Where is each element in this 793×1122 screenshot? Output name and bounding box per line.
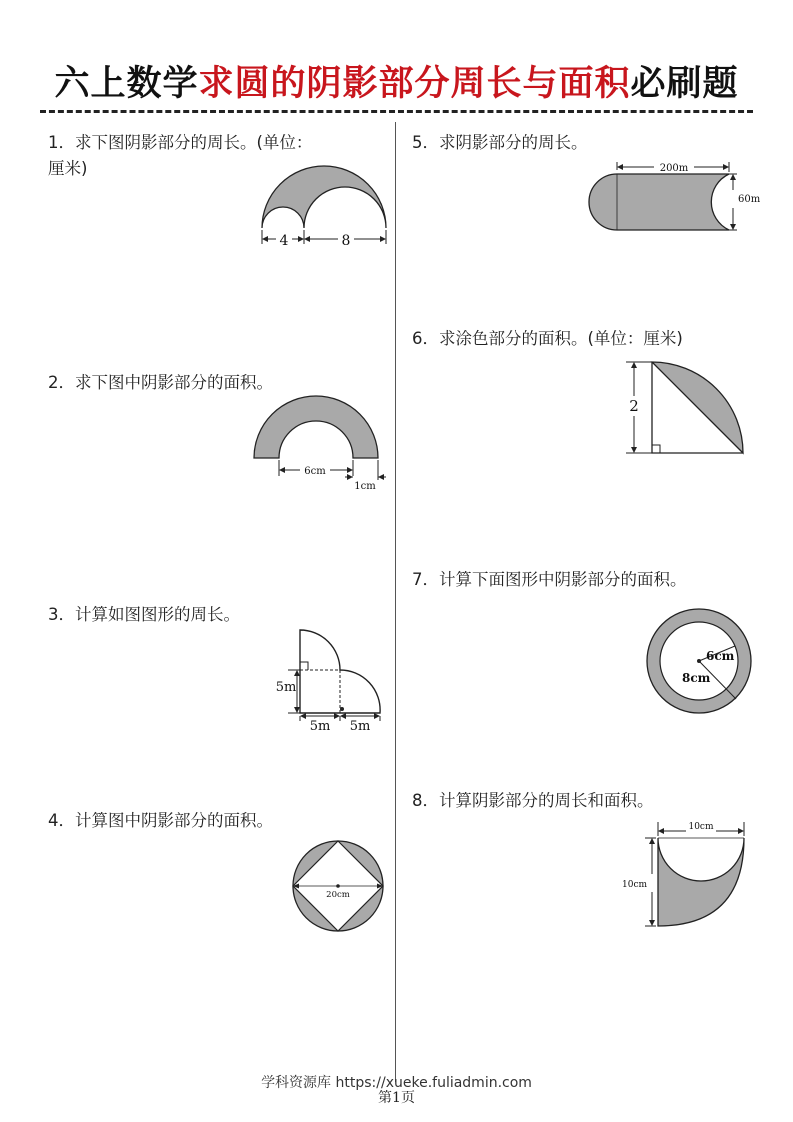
question-4: 4．计算图中阴影部分的面积。 bbox=[48, 811, 273, 830]
question-7: 7．计算下面图形中阴影部分的面积。 bbox=[412, 570, 687, 589]
fig5-label-length: 200m bbox=[659, 163, 689, 174]
page-title bbox=[0, 56, 793, 106]
fig5-label-width: 60m bbox=[738, 194, 761, 205]
title-divider bbox=[40, 110, 753, 113]
title-part3: 必刷题 bbox=[630, 64, 739, 104]
title-part2: 求圆的阴影部分周长与面积 bbox=[198, 64, 631, 104]
fig7-label-inner: 6cm bbox=[706, 649, 735, 663]
fig2-label-1cm: 1cm bbox=[354, 481, 376, 492]
figure-7 bbox=[646, 608, 756, 718]
figure-6 bbox=[622, 360, 752, 460]
question-8: 8．计算阴影部分的周长和面积。 bbox=[412, 791, 654, 810]
figure-8 bbox=[620, 818, 755, 933]
figure-2 bbox=[250, 398, 385, 493]
fig1-label-4: 4 bbox=[279, 233, 289, 249]
fig3-label-left: 5m bbox=[309, 719, 331, 734]
footer-source: 学科资源库 https://xueke.fuliadmin.com bbox=[261, 1075, 532, 1091]
fig8-label-top: 10cm bbox=[688, 822, 714, 832]
fig4-label-diameter: 20cm bbox=[326, 890, 350, 900]
question-6: 6．求涂色部分的面积。(单位：厘米) bbox=[412, 329, 683, 348]
fig8-label-side: 10cm bbox=[622, 880, 648, 890]
fig6-label-height: 2 bbox=[629, 397, 639, 415]
fig3-label-height: 5m bbox=[275, 680, 297, 695]
title-part1: 六上数学 bbox=[54, 64, 199, 104]
question-2: 2．求下图中阴影部分的面积。 bbox=[48, 373, 273, 392]
question-1-line1: 1．求下图阴影部分的周长。(单位： bbox=[48, 133, 313, 152]
fig2-label-6cm: 6cm bbox=[304, 466, 326, 477]
fig7-label-outer: 8cm bbox=[682, 671, 711, 685]
figure-3 bbox=[270, 628, 385, 738]
fig3-label-right: 5m bbox=[349, 719, 371, 734]
figure-4 bbox=[292, 840, 387, 935]
page-number: 第1页 bbox=[378, 1090, 415, 1106]
figure-1 bbox=[258, 166, 393, 251]
fig1-label-8: 8 bbox=[341, 233, 351, 249]
column-divider bbox=[395, 122, 396, 1082]
figure-5 bbox=[584, 158, 761, 238]
question-3: 3．计算如图图形的周长。 bbox=[48, 605, 240, 624]
question-1-line2: 厘米) bbox=[48, 159, 88, 178]
question-5: 5．求阴影部分的周长。 bbox=[412, 133, 588, 152]
